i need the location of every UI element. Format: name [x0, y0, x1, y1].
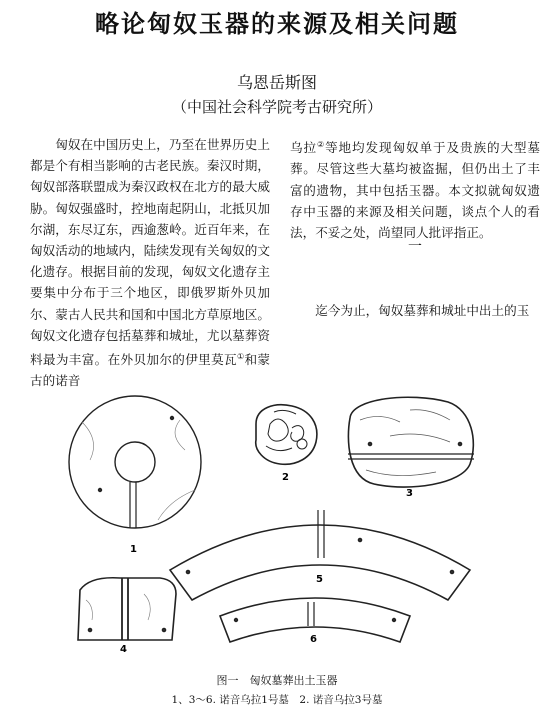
- author-affiliation: （中国社会科学院考古研究所）: [171, 98, 382, 116]
- figure-jade-artifacts: [60, 380, 500, 660]
- section-number: 一: [408, 239, 422, 255]
- footnote-ref-2[interactable]: ②: [316, 140, 326, 149]
- artifact-3-plaque: [348, 397, 474, 487]
- artifact-4-trapezoid: [78, 578, 176, 640]
- intro-continuation: [290, 134, 540, 243]
- figure-label-2: 2: [282, 472, 289, 483]
- left-column: [30, 134, 270, 392]
- figure-label-5: 5: [316, 574, 323, 585]
- figure-drawing: [60, 380, 500, 660]
- figure-label-1: 1: [130, 544, 137, 555]
- footnote-ref-1[interactable]: ①: [236, 352, 245, 362]
- right-column: [290, 134, 540, 243]
- section-one-paragraph: 迄今为止，匈奴墓葬和城址中出土的玉: [315, 303, 530, 318]
- intro-paragraph: [30, 134, 270, 392]
- cont-text-2: 等地均发现匈奴单于及贵族的大型墓葬。尽管这些大墓均被盗掘，但仍出土了丰富的遗物，其中包括玉器。本文拟就匈奴遗存中玉器的来源及相关问题，谈点个人的看法，不妥之处，尚望同人批评指正。: [290, 140, 541, 240]
- intro-text-2: 和蒙古的诺音: [30, 352, 271, 389]
- figure-label-4: 4: [120, 644, 127, 655]
- cont-text-1: 乌拉: [290, 140, 317, 156]
- intro-text-1: 匈奴在中国历史上，乃至在世界历史上都是个有相当影响的古老民族。秦汉时期，匈奴部落联盟成为秦汉政权在北方的最大威胁。匈奴强盛时，控地南起阴山，北抵贝加尔湖，东尽辽东，西逾葱岭。近百年来，在匈奴活动的地域内，陆续发现有关匈奴的文化遗存。根据目前的发现，匈奴文化遗存主要集中分布于三个地区，即俄罗斯外贝加尔、蒙古人民共和国和中国北方草原地区。匈奴文化遗存包括墓葬和城址，尤以墓葬资料最为丰富。在外贝加尔的伊里莫瓦: [30, 137, 270, 368]
- figure-label-3: 3: [406, 488, 413, 499]
- paper-title: 略论匈奴玉器的来源及相关问题: [95, 9, 459, 38]
- figure-caption: 图一 匈奴墓葬出土玉器: [216, 674, 338, 687]
- artifact-5-arc: [170, 510, 470, 600]
- artifact-1-disc: [69, 396, 201, 528]
- section-one-start: [290, 300, 540, 321]
- figure-label-6: 6: [310, 634, 317, 645]
- author-name: 乌恩岳斯图: [236, 73, 317, 92]
- artifact-2-pendant: [256, 405, 317, 465]
- figure-subcaption: 1、3～6. 诺音乌拉1号墓 2. 诺音乌拉3号墓: [171, 694, 383, 706]
